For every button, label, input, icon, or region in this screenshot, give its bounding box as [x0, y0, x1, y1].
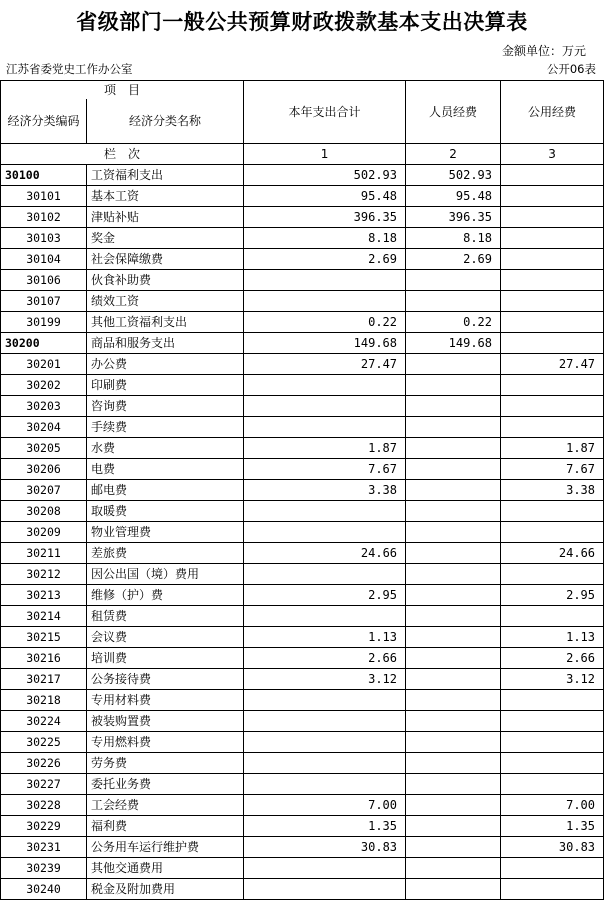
table-row — [1, 165, 604, 186]
row-name: 培训费 — [87, 648, 244, 669]
row-code: 30202 — [1, 375, 87, 396]
row-name: 其他交通费用 — [87, 858, 244, 879]
row-label-header: 栏 次 — [1, 144, 244, 165]
row-public — [501, 249, 604, 270]
row-public — [501, 375, 604, 396]
row-total — [244, 270, 406, 291]
table-row — [1, 522, 604, 543]
row-code: 30211 — [1, 543, 87, 564]
row-public — [501, 711, 604, 732]
personnel-header: 人员经费 — [406, 81, 501, 144]
row-code: 30199 — [1, 312, 87, 333]
row-personnel — [406, 753, 501, 774]
row-code: 30103 — [1, 228, 87, 249]
row-name: 被装购置费 — [87, 711, 244, 732]
row-code: 30213 — [1, 585, 87, 606]
table-row — [1, 438, 604, 459]
row-total: 8.18 — [244, 228, 406, 249]
row-public — [501, 417, 604, 438]
row-name: 因公出国（境）费用 — [87, 564, 244, 585]
table-row — [1, 459, 604, 480]
table-row — [1, 270, 604, 291]
code-header: 经济分类编码 — [1, 99, 87, 144]
table-row — [1, 417, 604, 438]
table-row — [1, 312, 604, 333]
row-personnel — [406, 396, 501, 417]
row-personnel — [406, 816, 501, 837]
row-personnel — [406, 585, 501, 606]
row-personnel — [406, 480, 501, 501]
row-total: 1.87 — [244, 438, 406, 459]
row-personnel — [406, 438, 501, 459]
row-total: 24.66 — [244, 543, 406, 564]
row-code: 30205 — [1, 438, 87, 459]
public-header: 公用经费 — [501, 81, 604, 144]
organization-name: 江苏省委党史工作办公室 — [6, 62, 133, 76]
row-total: 149.68 — [244, 333, 406, 354]
row-code: 30229 — [1, 816, 87, 837]
row-personnel — [406, 690, 501, 711]
row-name: 基本工资 — [87, 186, 244, 207]
row-public: 2.95 — [501, 585, 604, 606]
row-name: 福利费 — [87, 816, 244, 837]
row-name: 邮电费 — [87, 480, 244, 501]
row-public — [501, 291, 604, 312]
row-public — [501, 333, 604, 354]
row-code: 30214 — [1, 606, 87, 627]
row-name: 伙食补助费 — [87, 270, 244, 291]
row-code: 30201 — [1, 354, 87, 375]
expenditure-table — [0, 80, 604, 900]
row-name: 咨询费 — [87, 396, 244, 417]
table-row — [1, 879, 604, 900]
table-row — [1, 207, 604, 228]
row-total — [244, 396, 406, 417]
row-public: 7.00 — [501, 795, 604, 816]
row-name: 奖金 — [87, 228, 244, 249]
row-public — [501, 753, 604, 774]
table-row — [1, 333, 604, 354]
row-public: 7.67 — [501, 459, 604, 480]
row-name: 差旅费 — [87, 543, 244, 564]
table-row — [1, 228, 604, 249]
row-public: 1.35 — [501, 816, 604, 837]
row-personnel — [406, 543, 501, 564]
row-name: 公务用车运行维护费 — [87, 837, 244, 858]
row-name: 物业管理费 — [87, 522, 244, 543]
table-row — [1, 732, 604, 753]
row-public — [501, 879, 604, 900]
row-personnel — [406, 837, 501, 858]
row-public — [501, 270, 604, 291]
row-total — [244, 417, 406, 438]
table-row — [1, 816, 604, 837]
row-personnel — [406, 669, 501, 690]
row-public: 3.12 — [501, 669, 604, 690]
name-header: 经济分类名称 — [87, 99, 244, 144]
row-name: 手续费 — [87, 417, 244, 438]
total-header: 本年支出合计 — [244, 81, 406, 144]
row-code: 30206 — [1, 459, 87, 480]
row-personnel: 502.93 — [406, 165, 501, 186]
table-row — [1, 291, 604, 312]
row-code: 30102 — [1, 207, 87, 228]
row-total — [244, 711, 406, 732]
row-personnel — [406, 522, 501, 543]
row-code: 30239 — [1, 858, 87, 879]
row-code: 30228 — [1, 795, 87, 816]
row-code: 30204 — [1, 417, 87, 438]
row-total — [244, 501, 406, 522]
row-public — [501, 522, 604, 543]
row-name: 维修（护）费 — [87, 585, 244, 606]
row-total — [244, 606, 406, 627]
row-personnel — [406, 459, 501, 480]
row-name: 绩效工资 — [87, 291, 244, 312]
row-total: 7.67 — [244, 459, 406, 480]
row-public — [501, 228, 604, 249]
row-personnel — [406, 879, 501, 900]
row-code: 30217 — [1, 669, 87, 690]
row-code: 30208 — [1, 501, 87, 522]
row-public — [501, 312, 604, 333]
row-personnel — [406, 774, 501, 795]
row-name: 工资福利支出 — [87, 165, 244, 186]
table-row — [1, 837, 604, 858]
row-public: 3.38 — [501, 480, 604, 501]
row-total: 3.38 — [244, 480, 406, 501]
row-name: 社会保障缴费 — [87, 249, 244, 270]
row-total — [244, 732, 406, 753]
row-name: 劳务费 — [87, 753, 244, 774]
table-row — [1, 606, 604, 627]
table-row — [1, 648, 604, 669]
row-code: 30100 — [1, 165, 87, 186]
col-number-3: 3 — [501, 144, 604, 165]
row-public — [501, 690, 604, 711]
header-row-colno — [1, 144, 604, 165]
row-public — [501, 564, 604, 585]
row-public — [501, 396, 604, 417]
row-name: 公务接待费 — [87, 669, 244, 690]
row-code: 30106 — [1, 270, 87, 291]
row-total: 27.47 — [244, 354, 406, 375]
row-personnel — [406, 354, 501, 375]
table-row — [1, 690, 604, 711]
row-total: 502.93 — [244, 165, 406, 186]
row-public — [501, 858, 604, 879]
row-code: 30212 — [1, 564, 87, 585]
row-name: 取暖费 — [87, 501, 244, 522]
row-personnel: 95.48 — [406, 186, 501, 207]
row-total — [244, 375, 406, 396]
table-row — [1, 543, 604, 564]
row-public — [501, 501, 604, 522]
table-row — [1, 774, 604, 795]
row-name: 委托业务费 — [87, 774, 244, 795]
row-public — [501, 774, 604, 795]
table-row — [1, 858, 604, 879]
row-personnel — [406, 564, 501, 585]
row-total — [244, 858, 406, 879]
header-row-item — [1, 81, 604, 100]
row-public: 2.66 — [501, 648, 604, 669]
row-public — [501, 606, 604, 627]
row-personnel — [406, 270, 501, 291]
row-personnel — [406, 858, 501, 879]
row-total: 1.35 — [244, 816, 406, 837]
row-public — [501, 186, 604, 207]
row-total: 396.35 — [244, 207, 406, 228]
col-number-2: 2 — [406, 144, 501, 165]
row-name: 办公费 — [87, 354, 244, 375]
row-public: 30.83 — [501, 837, 604, 858]
row-public: 27.47 — [501, 354, 604, 375]
table-row — [1, 795, 604, 816]
row-total: 0.22 — [244, 312, 406, 333]
row-public: 1.87 — [501, 438, 604, 459]
row-public — [501, 165, 604, 186]
row-personnel — [406, 375, 501, 396]
table-row — [1, 480, 604, 501]
row-personnel — [406, 417, 501, 438]
row-personnel — [406, 501, 501, 522]
row-code: 30216 — [1, 648, 87, 669]
row-name: 工会经费 — [87, 795, 244, 816]
row-code: 30231 — [1, 837, 87, 858]
table-row — [1, 186, 604, 207]
row-personnel — [406, 648, 501, 669]
row-total — [244, 774, 406, 795]
row-code: 30215 — [1, 627, 87, 648]
table-row — [1, 375, 604, 396]
row-total: 3.12 — [244, 669, 406, 690]
row-code: 30107 — [1, 291, 87, 312]
row-public — [501, 732, 604, 753]
amount-unit: 金额单位：万元 — [501, 44, 586, 58]
table-row — [1, 585, 604, 606]
row-public: 1.13 — [501, 627, 604, 648]
row-total — [244, 753, 406, 774]
table-row — [1, 627, 604, 648]
table-row — [1, 669, 604, 690]
row-name: 津贴补贴 — [87, 207, 244, 228]
table-row — [1, 753, 604, 774]
table-row — [1, 249, 604, 270]
row-personnel — [406, 291, 501, 312]
row-name: 电费 — [87, 459, 244, 480]
table-row — [1, 711, 604, 732]
row-name: 税金及附加费用 — [87, 879, 244, 900]
row-name: 其他工资福利支出 — [87, 312, 244, 333]
table-body — [1, 165, 604, 900]
row-personnel: 149.68 — [406, 333, 501, 354]
row-total — [244, 564, 406, 585]
page-title: 省级部门一般公共预算财政拨款基本支出决算表 — [76, 10, 528, 34]
form-number: 公开06表 — [546, 62, 596, 76]
row-personnel — [406, 732, 501, 753]
row-name: 租赁费 — [87, 606, 244, 627]
row-total — [244, 690, 406, 711]
row-name: 印刷费 — [87, 375, 244, 396]
row-name: 商品和服务支出 — [87, 333, 244, 354]
row-code: 30104 — [1, 249, 87, 270]
row-public: 24.66 — [501, 543, 604, 564]
row-total: 7.00 — [244, 795, 406, 816]
row-code: 30207 — [1, 480, 87, 501]
table-row — [1, 501, 604, 522]
row-total: 30.83 — [244, 837, 406, 858]
row-personnel: 2.69 — [406, 249, 501, 270]
row-personnel: 396.35 — [406, 207, 501, 228]
row-personnel — [406, 795, 501, 816]
row-total — [244, 291, 406, 312]
row-personnel — [406, 627, 501, 648]
row-total: 2.95 — [244, 585, 406, 606]
row-name: 水费 — [87, 438, 244, 459]
row-public — [501, 207, 604, 228]
row-personnel: 0.22 — [406, 312, 501, 333]
row-total: 95.48 — [244, 186, 406, 207]
row-code: 30209 — [1, 522, 87, 543]
col-number-1: 1 — [244, 144, 406, 165]
row-code: 30200 — [1, 333, 87, 354]
row-code: 30224 — [1, 711, 87, 732]
row-code: 30225 — [1, 732, 87, 753]
item-header: 项 目 — [1, 81, 244, 100]
row-name: 专用燃料费 — [87, 732, 244, 753]
row-total: 2.69 — [244, 249, 406, 270]
row-total — [244, 522, 406, 543]
row-code: 30226 — [1, 753, 87, 774]
row-total: 1.13 — [244, 627, 406, 648]
row-personnel: 8.18 — [406, 228, 501, 249]
row-total — [244, 879, 406, 900]
row-total: 2.66 — [244, 648, 406, 669]
row-code: 30227 — [1, 774, 87, 795]
table-row — [1, 564, 604, 585]
row-code: 30203 — [1, 396, 87, 417]
row-personnel — [406, 711, 501, 732]
table-row — [1, 396, 604, 417]
row-personnel — [406, 606, 501, 627]
row-code: 30101 — [1, 186, 87, 207]
row-code: 30240 — [1, 879, 87, 900]
row-name: 会议费 — [87, 627, 244, 648]
table-row — [1, 354, 604, 375]
row-name: 专用材料费 — [87, 690, 244, 711]
row-code: 30218 — [1, 690, 87, 711]
